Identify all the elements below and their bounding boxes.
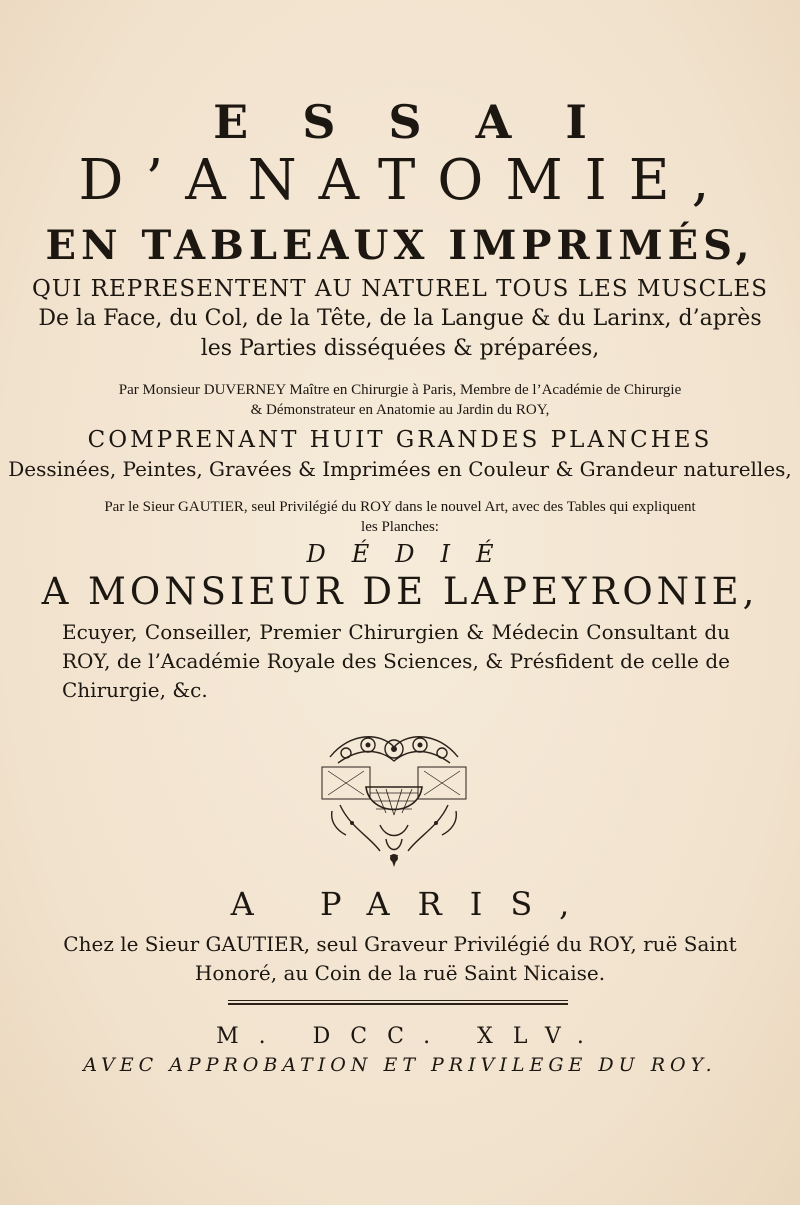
title-anatomie: D’ANATOMIE, — [78, 148, 732, 213]
imprint-city: A PARIS, — [230, 885, 598, 923]
imprint-honore: Honoré, au Coin de la ruë Saint Nicaise. — [194, 961, 606, 985]
divider-rule-thick — [228, 1003, 568, 1005]
dedication-titles: Ecuyer, Conseiller, Premier Chirurgien & Médecin Consultant du ROY, de l’Académie Royale des Sciences, & Présfident de celle de Chirurgie, &c. — [62, 620, 730, 702]
subtitle-parties: les Parties disséquées & préparées, — [200, 336, 600, 361]
engraver-line-1: Par le Sieur GAUTIER, seul Privilégié du ROY dans le nouvel Art, avec des Tables qui expliquent — [104, 499, 696, 515]
subtitle-face: De la Face, du Col, de la Tête, de la Langue & du Larinx, d’après — [38, 306, 762, 331]
dedication-dedie: DÉDIÉ — [306, 540, 520, 568]
subtitle-qui: QUI REPRESENTENT AU NATUREL TOUS LES MUSCLES — [32, 276, 768, 302]
author-line-2: & Démonstrateur en Anatomie au Jardin du ROY, — [250, 402, 550, 418]
imprint-date: M. DCC. XLV. — [216, 1024, 604, 1049]
title-essai: ESSAI — [213, 95, 641, 149]
title-tableaux: EN TABLEAUX IMPRIMÉS, — [45, 222, 755, 269]
author-line-1: Par Monsieur DUVERNEY Maître en Chirurgie à Paris, Membre de l’Académie de Chirurgie — [118, 382, 682, 398]
engraver-line-2: les Planches: — [361, 519, 439, 535]
dedication-monsieur: A MONSIEUR DE LAPEYRONIE, — [41, 570, 759, 613]
contents-comprenant: COMPRENANT HUIT GRANDES PLANCHES — [87, 427, 713, 453]
imprint-chez: Chez le Sieur GAUTIER, seul Graveur Privilégié du ROY, ruë Saint — [63, 932, 737, 956]
divider-rule-thin — [228, 1000, 568, 1001]
flower-basket-vignette — [310, 727, 478, 877]
contents-dessinees: Dessinées, Peintes, Gravées & Imprimées en Couleur & Grandeur naturelles, — [8, 457, 792, 481]
imprint-privilege: AVEC APPROBATION ET PRIVILEGE DU ROY. — [83, 1054, 717, 1076]
